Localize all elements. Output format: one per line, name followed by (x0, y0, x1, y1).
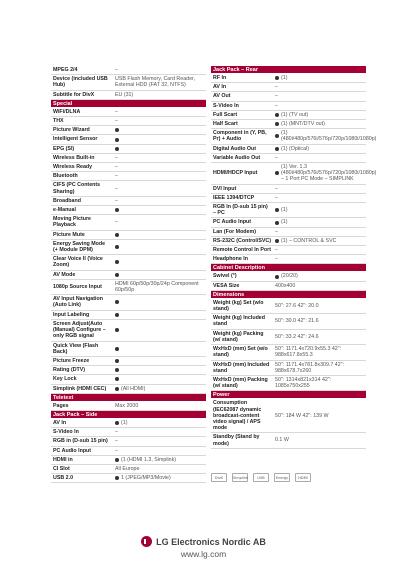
spec-label: Wireless Built-in (53, 154, 95, 161)
spec-row (211, 145, 366, 154)
section-header: Dimensions (211, 291, 366, 299)
spec-row (51, 320, 206, 342)
logo-simplink-icon: Simplink (232, 473, 248, 482)
spec-row (51, 108, 206, 117)
spec-row (51, 231, 206, 240)
spec-row (51, 91, 206, 100)
spec-row (51, 163, 206, 172)
spec-value (273, 317, 366, 325)
spec-value-text: – (115, 219, 118, 226)
bullet-icon (275, 171, 279, 175)
spec-value (273, 154, 366, 162)
spec-value-text: – (275, 84, 278, 91)
spec-value-text: – (275, 93, 278, 100)
bullet-icon (275, 221, 279, 225)
spec-value-text: – (115, 447, 118, 454)
bullet-icon (275, 113, 279, 117)
spec-row (51, 366, 206, 375)
logo-usb-icon: USB (253, 473, 269, 482)
spec-row (51, 197, 206, 206)
spec-label: CI Slot (53, 465, 70, 472)
spec-value (273, 272, 366, 280)
spec-row (51, 181, 206, 196)
spec-label: Variable Audio Out (213, 154, 261, 161)
spec-value-text: 50": 1314x821x314 42": 1085x750x255 (275, 376, 332, 390)
spec-label: Standby (Stand by mode) (213, 434, 260, 447)
spec-row (211, 282, 366, 291)
spec-value (113, 299, 206, 305)
spec-row (51, 240, 206, 255)
spec-label: WxHxD (mm) Included stand (213, 361, 270, 374)
spec-row (51, 419, 206, 428)
spec-label: Quick View (Flash Back) (53, 342, 99, 355)
spec-value (273, 129, 378, 143)
spec-row (51, 75, 206, 90)
spec-row (211, 111, 366, 120)
spec-label: PC Audio Input (53, 447, 92, 454)
spec-value (273, 102, 366, 110)
spec-row (51, 385, 206, 394)
spec-value (113, 163, 206, 171)
spec-value-text: 400x400 (275, 282, 296, 289)
spec-value-text: (1 (HDMI 1.3, Simplink) (121, 456, 177, 463)
spec-row (51, 456, 206, 465)
spec-row (51, 428, 206, 437)
bullet-icon (115, 260, 119, 264)
spec-value (273, 111, 366, 119)
spec-row (51, 154, 206, 163)
spec-row (211, 330, 366, 345)
spec-label: WiFi/DLNA (53, 108, 81, 115)
spec-row (211, 185, 366, 194)
spec-row (211, 120, 366, 129)
spec-label: AV In (53, 419, 67, 426)
spec-row (211, 237, 366, 246)
spec-value (273, 163, 378, 184)
spec-row (211, 255, 366, 264)
spec-label: RGB in (D-sub 15 pin) (53, 438, 108, 445)
spec-value-text: (1) (480i/480p/576i/576p/720p/1080i/1080p) (281, 130, 377, 143)
spec-row (51, 280, 206, 295)
spec-value (113, 244, 206, 250)
spec-value-text: (1) – CONTROL & SVC (281, 237, 337, 244)
spec-label: HDMI/HDCP Input (213, 170, 258, 177)
spec-row (211, 272, 366, 281)
spec-row (51, 295, 206, 310)
bullet-icon (115, 458, 119, 462)
bullet-icon (115, 313, 119, 317)
bullet-icon (275, 147, 279, 151)
spec-row (51, 145, 206, 154)
spec-value (113, 428, 206, 436)
bullet-icon (275, 208, 279, 212)
spec-value-text: (1) (121, 419, 128, 426)
spec-row (211, 92, 366, 101)
spec-label: Clear Voice II (Voice Zoom) (53, 256, 103, 269)
spec-row (211, 246, 366, 255)
spec-row (211, 163, 377, 185)
spec-row (51, 437, 206, 446)
bullet-icon (115, 421, 119, 425)
spec-row (211, 314, 366, 329)
spec-label: Screen Adjust(Auto (Manual) Configure – only RGB signal (53, 320, 106, 340)
spec-label: Input Labeling (53, 311, 90, 318)
spec-label: VESA Size (213, 282, 240, 289)
spec-label: Weight (kg) Packing (w/ stand) (213, 330, 264, 343)
spec-value-text: – (115, 118, 118, 125)
spec-value-text: – (115, 154, 118, 161)
spec-value (273, 436, 366, 444)
spec-row (211, 433, 366, 448)
section-header: Teletext (51, 394, 206, 402)
spec-value (113, 232, 206, 238)
bullet-icon (115, 273, 119, 277)
spec-row (211, 218, 366, 227)
spec-value-text: (1) (281, 219, 288, 226)
spec-label: PC Audio Input (213, 219, 252, 226)
spec-value-text: 50": 1171.4x720.9x55.3 42": 988x617.8x55.3 (275, 346, 342, 359)
spec-label: Pages (53, 402, 69, 409)
spec-value-text: 50": 30.0 42": 21.6 (275, 318, 319, 325)
spec-value-text: – (275, 228, 278, 235)
brand-name: LG Electronics Nordic AB (156, 536, 266, 547)
spec-row (211, 399, 366, 433)
spec-label: Moving Picture Playback (53, 216, 91, 229)
spec-row (51, 117, 206, 126)
spec-value-text: – (115, 108, 118, 115)
spec-label: Key Lock (53, 376, 77, 383)
spec-row (51, 126, 206, 135)
spec-value-text: Max 2000 (115, 402, 139, 409)
spec-value-text: – (115, 197, 118, 204)
spec-label: THX (53, 118, 64, 125)
spec-value (273, 376, 366, 390)
spec-label: MPEG 2/4 (53, 67, 78, 73)
spec-row (211, 376, 366, 391)
spec-label: HDMI in (53, 456, 73, 463)
spec-row (51, 342, 206, 357)
spec-value (113, 447, 206, 455)
spec-label: AV Mode (53, 271, 76, 278)
spec-label: USB 2.0 (53, 475, 74, 482)
bullet-icon (115, 359, 119, 363)
spec-value (113, 75, 206, 89)
spec-value (113, 419, 206, 427)
spec-value (273, 345, 366, 359)
spec-label: Lan (For Modem) (213, 228, 256, 235)
spec-value (113, 154, 206, 162)
bullet-icon (275, 239, 279, 243)
logo-energy-icon: Energy (274, 473, 290, 482)
spec-value-text: EU (31) (115, 91, 134, 98)
spec-label: AV In (213, 84, 227, 91)
bullet-icon (115, 147, 119, 151)
spec-label: AV Out (213, 93, 231, 100)
spec-value (273, 206, 366, 214)
spec-row (51, 311, 206, 320)
spec-row (211, 194, 366, 203)
spec-value-text: (1) (281, 75, 288, 81)
spec-value-text: – (115, 173, 118, 180)
spec-value-text: 50": 1171.4x781.8x309.7 42": 988x678.7x260 (275, 361, 345, 374)
spec-value (273, 237, 366, 245)
spec-label: Rating (DTV) (53, 367, 86, 374)
spec-label: Weight (kg) Included stand (213, 315, 265, 328)
spec-value (113, 402, 206, 410)
spec-label: Remote Control In Port (213, 247, 271, 254)
spec-row (211, 345, 366, 360)
spec-label: Component in (Y, PB, Pr) + Audio (213, 130, 267, 143)
spec-label: Headphone In (213, 256, 249, 263)
spec-value-text: (1) (TV out) (281, 111, 309, 118)
spec-value (113, 465, 206, 473)
bullet-icon (115, 368, 119, 372)
spec-value-text: 0.1 W (275, 437, 289, 444)
spec-value (113, 117, 206, 125)
spec-row (211, 102, 366, 111)
spec-label: Picture Wizard (53, 127, 90, 134)
spec-label: Bluetooth (53, 173, 78, 180)
spec-label: 1080p Source Input (53, 283, 102, 290)
spec-value-text: – (115, 429, 118, 436)
spec-value-text: – (115, 185, 118, 192)
bullet-icon (115, 245, 119, 249)
bullet-icon (115, 387, 119, 391)
spec-label: Picture Freeze (53, 357, 90, 364)
spec-value (273, 145, 366, 153)
spec-label: RS-232C (Control/SVC) (213, 237, 271, 244)
spec-label: S-Video In (53, 429, 79, 436)
spec-value-text: (1) (281, 207, 288, 214)
bullet-icon (115, 300, 119, 304)
spec-value (113, 218, 206, 226)
bullet-icon (115, 208, 119, 212)
certification-logos (211, 473, 366, 483)
spec-row (51, 375, 206, 384)
spec-label: Simplink (HDMI CEC) (53, 385, 107, 392)
spec-value (113, 137, 206, 143)
spec-value-text: – (275, 247, 278, 254)
spec-row (51, 402, 206, 411)
spec-value (113, 207, 206, 213)
spec-value-text: – (275, 185, 278, 192)
spec-value-text: – (115, 438, 118, 445)
spec-value-text: – (275, 256, 278, 263)
spec-value (113, 91, 206, 99)
spec-value-text: – (115, 67, 118, 73)
spec-row (51, 172, 206, 181)
spec-label: Broadband (53, 197, 81, 204)
spec-label: Digital Audio Out (213, 145, 257, 152)
spec-value (113, 108, 206, 116)
spec-row (51, 255, 206, 270)
bullet-icon (275, 76, 279, 80)
spec-row (51, 271, 206, 280)
spec-label: WxHxD (mm) Set (w/o stand) (213, 346, 268, 359)
spec-value (113, 456, 206, 464)
spec-value (273, 255, 366, 263)
bullet-icon (115, 476, 119, 480)
spec-value-text: (1) (MNT/DTV out) (281, 121, 325, 128)
bullet-icon (115, 347, 119, 351)
spec-value (113, 127, 206, 133)
spec-value (273, 92, 366, 100)
spec-value-text: 50": 184 W 42": 139 W (275, 412, 329, 419)
section-header: Jack Pack – Side (51, 411, 206, 419)
spec-value-text: – (275, 102, 278, 109)
spec-value (273, 120, 366, 128)
bullet-icon (275, 134, 279, 138)
spec-value-text: (All HDMI) (121, 385, 146, 392)
spec-row (211, 299, 366, 314)
spec-value-text: All Europe (115, 465, 140, 472)
spec-column-right (211, 66, 377, 449)
spec-label: AV Input Navigation (Auto Link) (53, 296, 103, 309)
bullet-icon (115, 328, 119, 332)
spec-value-text: HDMI 60p/50p/30p/24p Component 60p/50p (115, 280, 199, 294)
spec-label: IEEE 1394/DTCP (213, 194, 255, 201)
spec-value (273, 412, 366, 420)
bullet-icon (115, 128, 119, 132)
spec-label: Energy Saving Mode (+ Module DPM) (53, 240, 106, 254)
spec-label: DVI Input (213, 185, 237, 192)
spec-value (273, 74, 366, 82)
brand-url[interactable]: www.lg.com (180, 549, 227, 559)
spec-value-text: 50": 27.6 42": 20.0 (275, 302, 319, 309)
spec-row (211, 361, 366, 376)
logo-divx-icon: DivX (211, 473, 227, 482)
spec-label: Full Scart (213, 111, 238, 118)
spec-value-text: (20/20) (281, 273, 298, 280)
spec-value (273, 282, 366, 290)
spec-label: Subtitle for DivX (53, 91, 95, 98)
spec-value (113, 358, 206, 364)
spec-label: Picture Mute (53, 231, 85, 238)
spec-value (113, 376, 206, 382)
spec-value (273, 218, 366, 226)
spec-value (113, 259, 206, 265)
spec-row (51, 206, 206, 215)
spec-value (113, 280, 206, 294)
logo-hdmi-icon: HDMI (295, 473, 311, 482)
spec-label: WxHxD (mm) Packing (w/ stand) (213, 376, 268, 390)
bullet-icon (275, 122, 279, 126)
spec-value (113, 312, 206, 318)
spec-row (211, 154, 366, 163)
spec-label: EPG (SI) (53, 145, 75, 152)
spec-row (51, 357, 206, 366)
spec-value (273, 194, 366, 202)
bullet-icon (115, 377, 119, 381)
spec-value (113, 437, 206, 445)
section-header: Power (211, 391, 366, 399)
spec-value (113, 272, 206, 278)
bullet-icon (115, 138, 119, 142)
spec-value (113, 172, 206, 180)
spec-column-left (51, 66, 206, 483)
spec-row (51, 465, 206, 474)
spec-label: Swivel (°) (213, 273, 237, 280)
spec-label: e-Manual (53, 207, 76, 214)
spec-value (113, 474, 206, 482)
spec-value (273, 185, 366, 193)
spec-value-text: USB Flash Memory, Card Reader, External HDD (FAT 32, NTFS) (115, 76, 195, 89)
spec-label: RF In (213, 75, 227, 81)
spec-value (113, 197, 206, 205)
spec-value (113, 327, 206, 333)
spec-label: S-Video In (213, 102, 239, 109)
section-header: Cabinet Description (211, 264, 366, 272)
spec-value-text: 50": 33.2 42": 24.6 (275, 333, 319, 340)
spec-row (211, 203, 366, 218)
spec-row (51, 474, 206, 483)
spec-row (211, 83, 366, 92)
spec-value (273, 228, 366, 236)
bullet-icon (275, 275, 279, 279)
bullet-icon (115, 233, 119, 237)
spec-value (273, 361, 366, 375)
spec-row (51, 215, 206, 230)
spec-value (113, 385, 206, 393)
spec-value-text: – (275, 154, 278, 161)
spec-label: Wireless Ready (53, 164, 93, 171)
spec-label: Weight (kg) Set (w/o stand) (213, 299, 264, 313)
spec-value (113, 367, 206, 373)
spec-label: Half Scart (213, 121, 238, 128)
spec-value (273, 333, 366, 341)
footer-brand (0, 536, 407, 559)
spec-value (113, 146, 206, 152)
section-header: Special (51, 100, 206, 108)
spec-value-text: – (275, 194, 278, 201)
spec-label: RGB In (D-sub 15 pin) – PC (213, 204, 268, 217)
spec-label: Intelligent Sensor (53, 136, 98, 143)
spec-label: Consumption (IEC62087 dynamic broadcast-content video signal) / APS mode (213, 400, 262, 432)
spec-label: CIFS (PC Contents Sharing) (53, 182, 101, 195)
lg-logo-icon (141, 536, 152, 547)
spec-row (211, 129, 377, 144)
spec-value-text: (1) Ver. 1.3 (480i/480p/576i/576p/720p/1080i/1080p) – 1 Port PC Mode – SIMPLINK (281, 164, 377, 183)
spec-value (113, 185, 206, 193)
spec-value-text: – (115, 164, 118, 171)
spec-value (273, 246, 366, 254)
section-header: Jack Pack – Rear (211, 66, 366, 74)
spec-row (51, 135, 206, 144)
spec-value-text: 1 (JPEG/MP3/Movie) (121, 475, 171, 482)
spec-value (113, 66, 206, 74)
spec-label: Device (included USB Hub) (53, 76, 108, 89)
spec-row (211, 228, 366, 237)
spec-value (113, 346, 206, 352)
spec-value (273, 302, 366, 310)
spec-row (211, 74, 366, 83)
spec-row (51, 447, 206, 456)
spec-value (273, 83, 366, 91)
spec-value-text: (1) (Optical) (281, 145, 309, 152)
spec-row (51, 66, 206, 75)
